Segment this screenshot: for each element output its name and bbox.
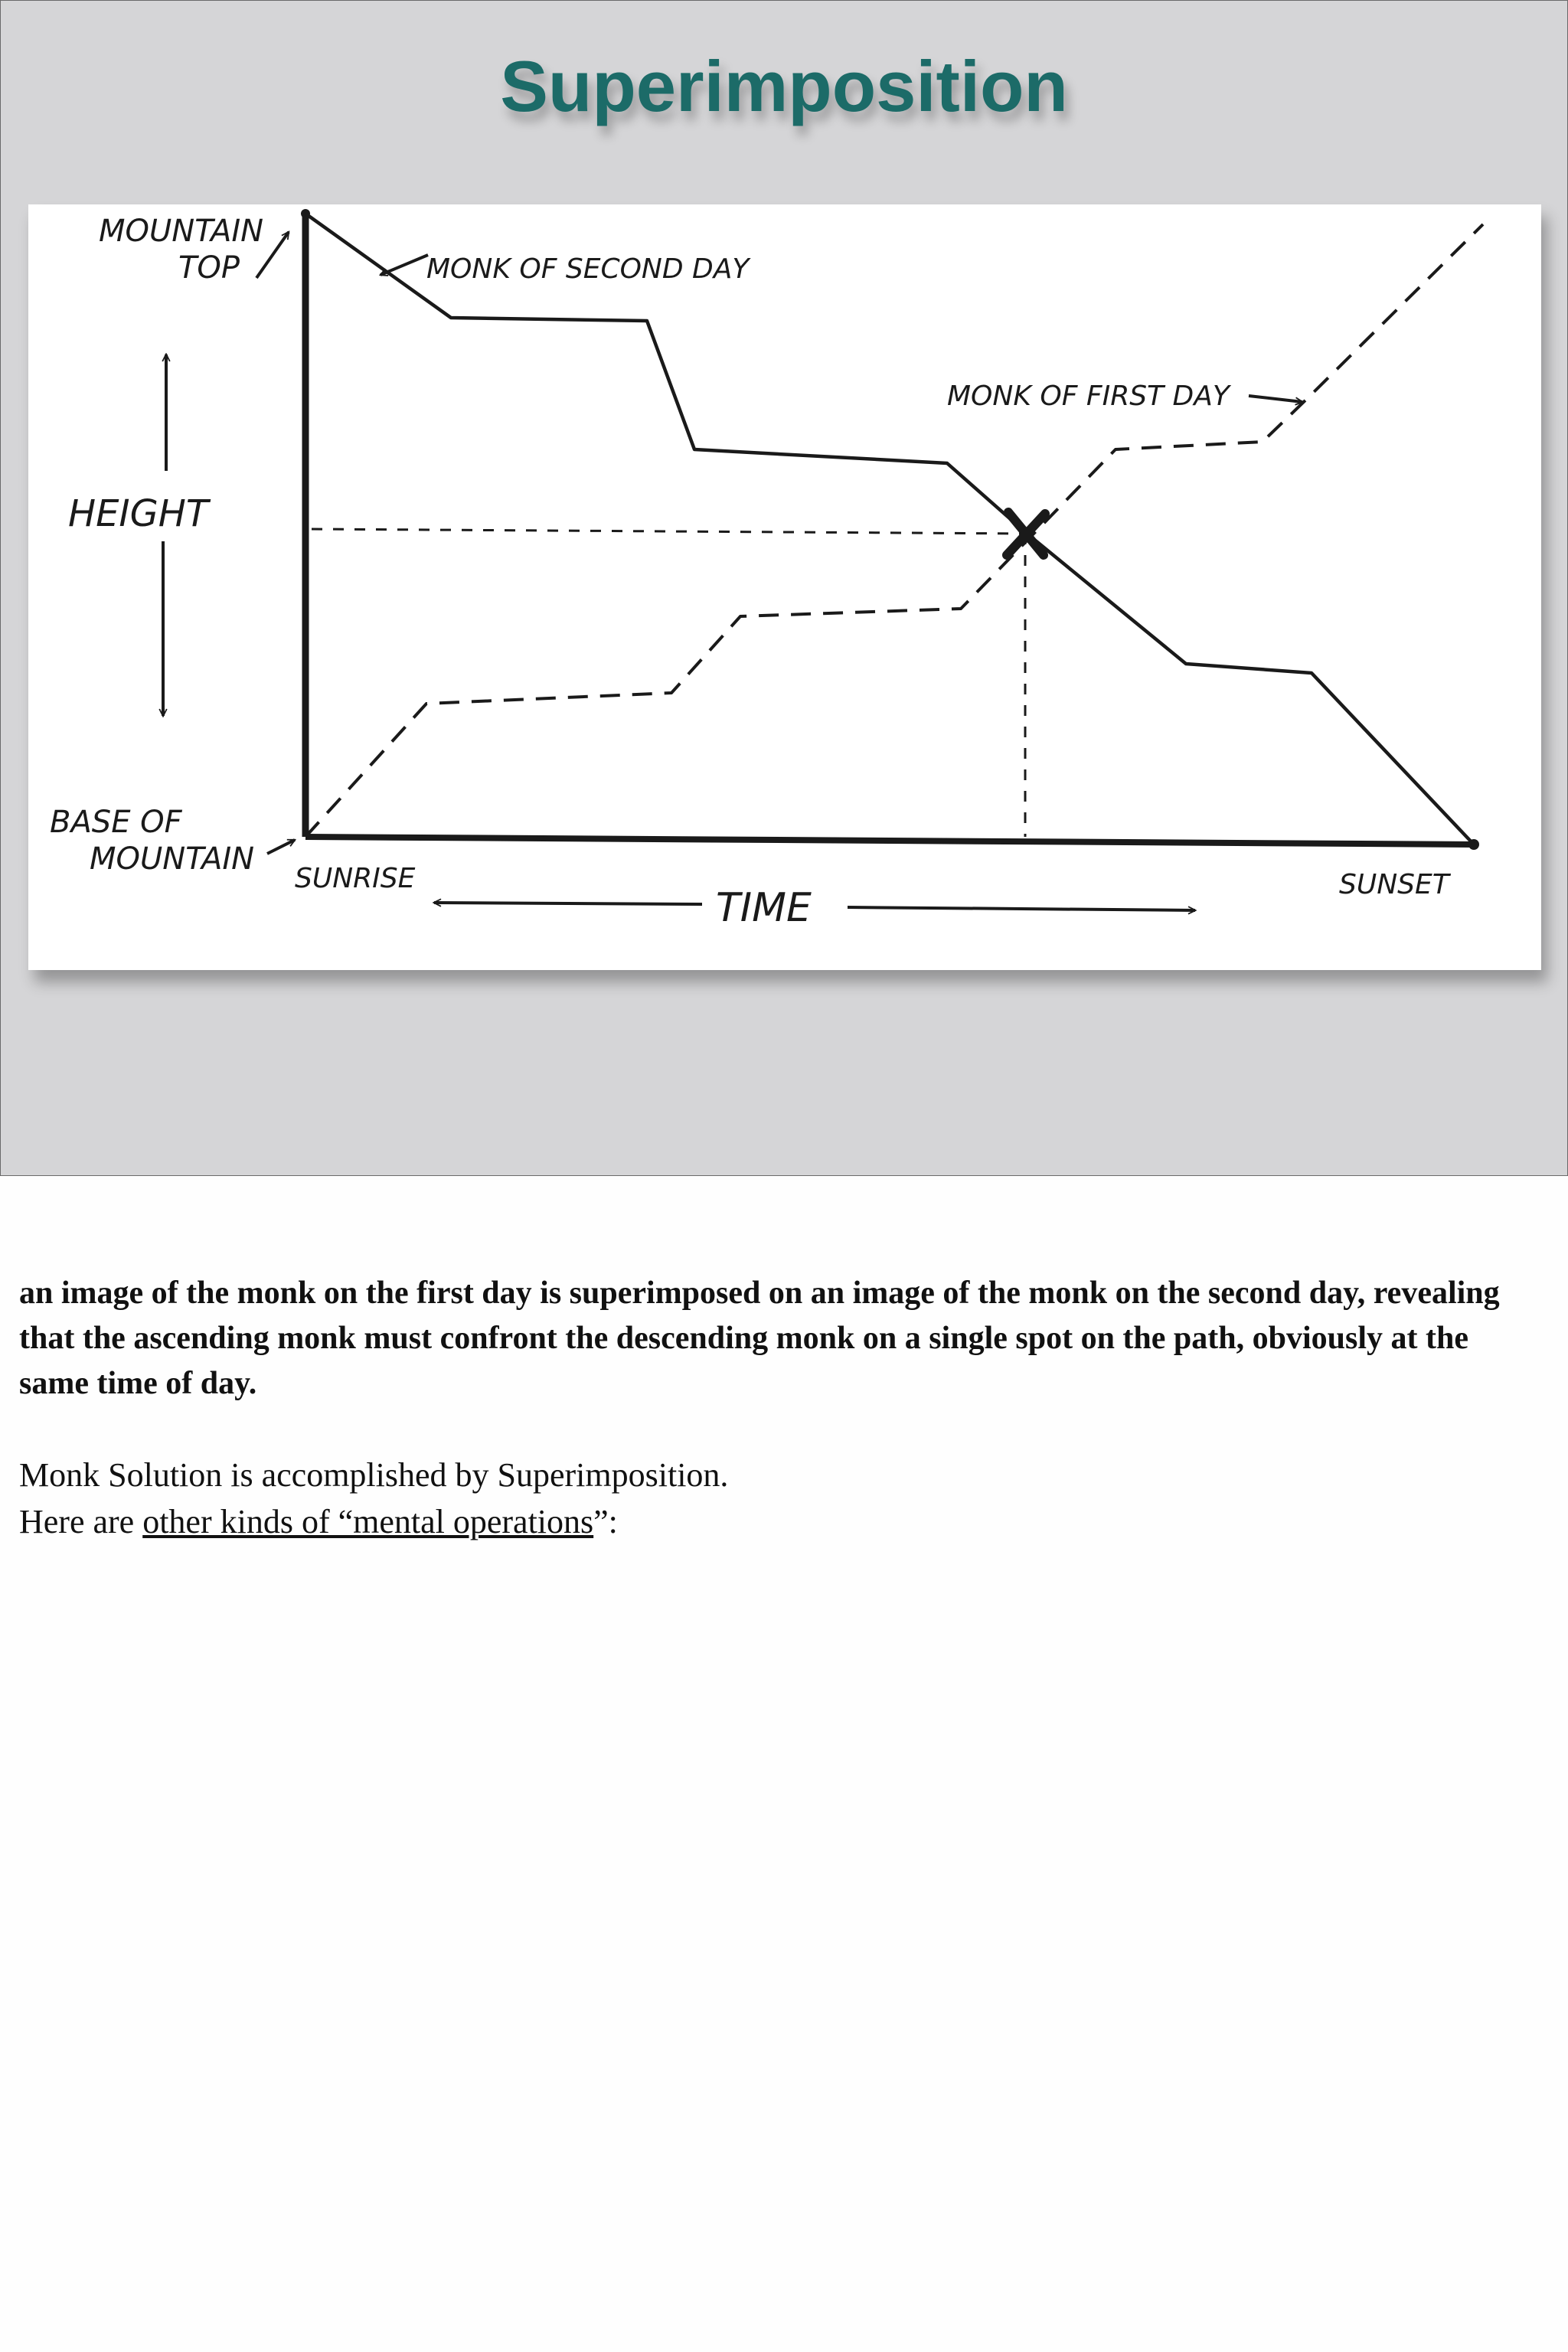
monk-second-day-path — [305, 214, 1474, 844]
label-sunrise: SUNRISE — [295, 863, 416, 894]
meeting-height-guide — [312, 529, 1025, 534]
time-arrow-right — [848, 907, 1195, 910]
notes-line2-prefix: Here are — [19, 1503, 143, 1540]
label-height: HEIGHT — [68, 492, 209, 535]
label-sunset: SUNSET — [1339, 869, 1449, 900]
notes-line-monk-solution: Monk Solution is accomplished by Superimposition. — [19, 1456, 729, 1494]
notes-spacer — [19, 1406, 1520, 1452]
slide-title: Superimposition — [500, 46, 1068, 126]
notes-line2-suffix: ”: — [593, 1503, 618, 1540]
speaker-notes — [19, 1271, 1520, 1545]
label-mountain-top-line1: MOUNTAIN — [99, 214, 264, 249]
label-time: TIME — [716, 885, 812, 931]
time-axis — [305, 837, 1474, 844]
label-mountain-top-line2: TOP — [178, 250, 240, 286]
notes-line-mental-operations — [19, 1498, 1520, 1545]
monk-diagram-svg — [28, 204, 1541, 970]
base-of-mountain-arrow — [267, 840, 295, 854]
mental-operations-link[interactable]: other kinds of “mental operations — [142, 1503, 594, 1540]
monk-diagram — [28, 204, 1541, 970]
meeting-point-mark — [1007, 512, 1045, 555]
label-monk-second-day: MONK OF SECOND DAY — [426, 253, 750, 285]
monk-second-day-arrow — [381, 255, 428, 275]
monk-first-day-arrow — [1249, 396, 1302, 402]
notes-paragraph: an image of the monk on the first day is superimposed on an image of the monk on the second day, revealing that the ascending monk must confront the descending monk on a single spot on the path, obviously at the same time of day. — [19, 1276, 1500, 1401]
time-arrow-left — [434, 903, 702, 904]
label-base-of-mountain-line1: BASE OF — [50, 805, 182, 840]
label-monk-first-day: MONK OF FIRST DAY — [947, 381, 1230, 412]
monk-first-day-path — [305, 224, 1483, 837]
label-base-of-mountain-line2: MOUNTAIN — [90, 841, 255, 877]
